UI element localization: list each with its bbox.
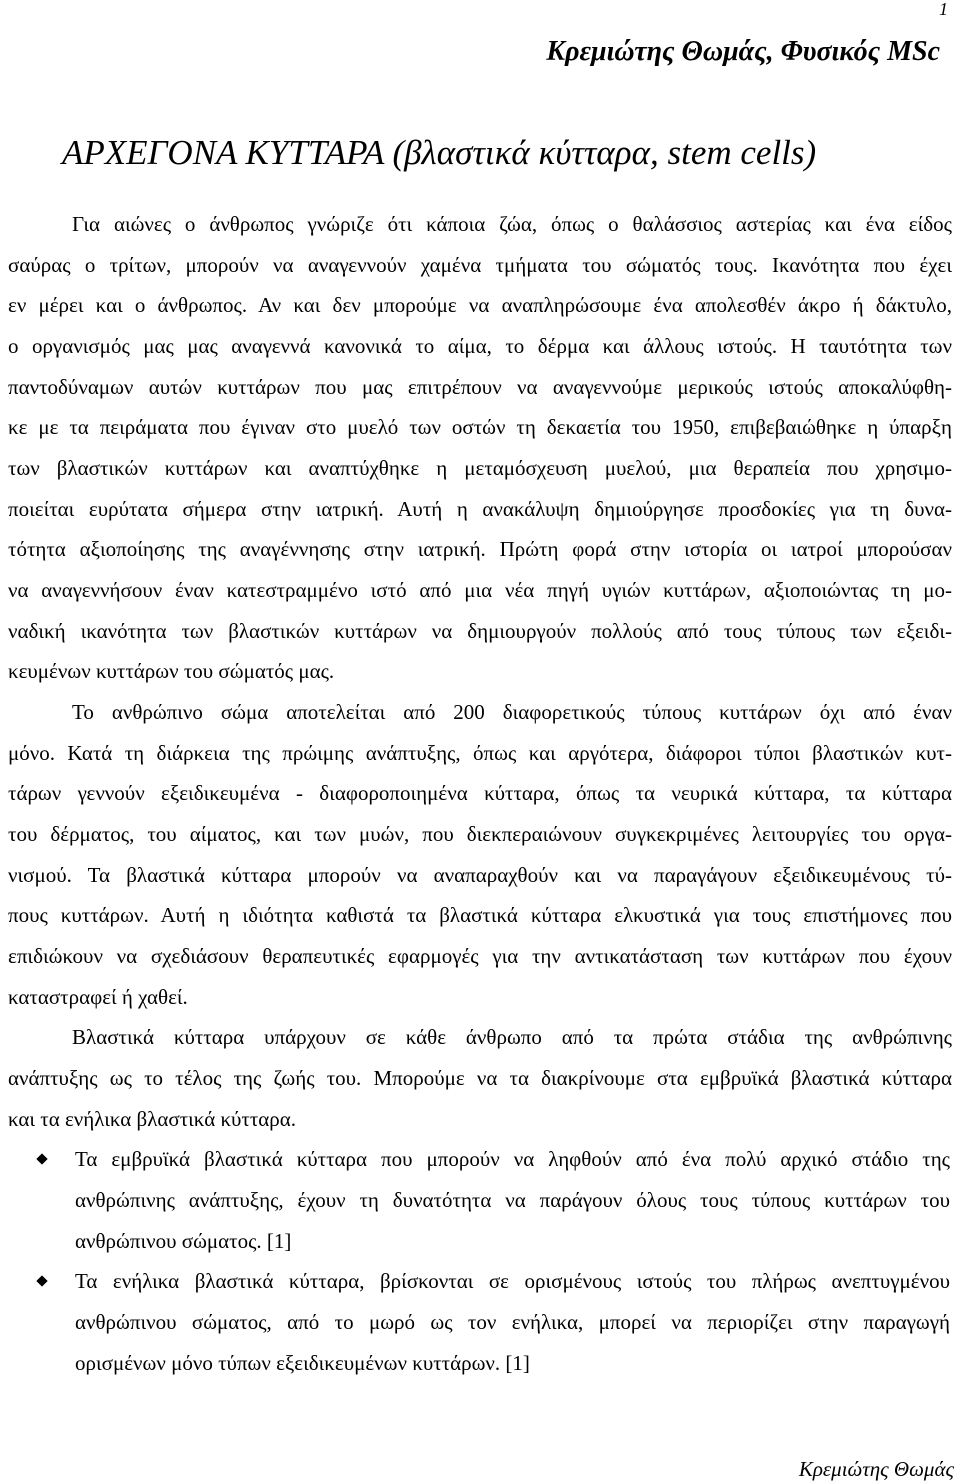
text-line: επιδιώκουν να σχεδιάσουν θεραπευτικές εφαρμογές για την αντικατάσταση των κυττάρων που έχουν (8, 944, 952, 969)
text-line: των βλαστικών κυττάρων και αναπτύχθηκε η μεταμόσχευση μυελού, μια θεραπεία που χρησιμο- (8, 456, 952, 481)
text-line: ορισμένων μόνο τύπων εξειδικευμένων κυττάρων. [1] (75, 1350, 530, 1375)
text-line: τάρων γεννούν εξειδικευμένα - διαφοροποιημένα κύτταρα, όπως τα νευρικά κύτταρα, τα κύτταρα (8, 781, 952, 806)
page-number: 1 (939, 0, 948, 19)
text-line: καταστραφεί ή χαθεί. (8, 984, 188, 1009)
text-line: σαύρας ο τρίτων, μπορούν να αναγεννούν χαμένα τμήματα του σώματός τους. Ικανότητα που έχει (8, 252, 952, 277)
diamond-bullet-icon (36, 1154, 47, 1165)
text-line: παντοδύναμων αυτών κυττάρων που μας επιτρέπουν να αναγεννούμε μερικούς ιστούς αποκαλύφθη- (8, 374, 952, 399)
text-line: ανθρώπινης ανάπτυξης, έχουν τη δυνατότητα να παράγουν όλους τους τύπους κυττάρων του (75, 1188, 950, 1213)
paragraph-1 (8, 204, 952, 692)
text-line: κε με τα πειράματα που έγιναν στο μυελό των οστών τη δεκαετία του 1950, επιβεβαιώθηκε η ύπαρξη (8, 415, 952, 440)
text-line: ανθρώπινου σώματος. [1] (75, 1228, 292, 1253)
text-line: ανθρώπινου σώματος, από το μωρό ως τον ενήλικα, μπορεί να περιορίζει στην παραγωγή (75, 1310, 950, 1335)
text-line: Για αιώνες ο άνθρωπος γνώριζε ότι κάποια ζώα, όπως ο θαλάσσιος αστερίας και ένα είδος (72, 212, 952, 236)
header-author: Κρεμιώτης Θωμάς, Φυσικός MSc (546, 36, 940, 67)
bullet-item-embryonic (8, 1139, 950, 1261)
text-line: να αναγεννήσουν έναν κατεστραμμένο ιστό από μια νέα πηγή υγιών κυττάρων, αξιοποιώντας τη μο- (8, 578, 952, 603)
text-line: του δέρματος, του αίματος, και των μυών, που διεκπεραιώνουν συγκεκριμένες λειτουργίες του οργα- (8, 822, 952, 847)
text-line: Τα εμβρυϊκά βλαστικά κύτταρα που μπορούν να ληφθούν από ένα πολύ αρχικό στάδιο της (75, 1147, 950, 1172)
text-line: εν μέρει και ο άνθρωπος. Αν και δεν μπορούμε να αναπληρώσουμε ένα απολεσθέν άκρο ή δάκτυλο, (8, 293, 952, 318)
text-line: ποιείται ευρύτατα σήμερα στην ιατρική. Αυτή η ανακάλυψη δημιούργησε προσδοκίες για τη δυνα- (8, 496, 952, 521)
body-text (8, 204, 952, 1383)
text-line: Το ανθρώπινο σώμα αποτελείται από 200 διαφορετικούς τύπους κυττάρων όχι από έναν (72, 700, 952, 725)
text-line: τότητα αξιοποίησης της αναγέννησης στην ιατρική. Πρώτη φορά στην ιστορία οι ιατροί μπορούσαν (8, 537, 952, 562)
text-line: κευμένων κυττάρων του σώματός μας. (8, 659, 335, 684)
text-line: Τα ενήλικα βλαστικά κύτταρα, βρίσκονται σε ορισμένους ιστούς του πλήρως ανεπτυγμένου (75, 1269, 950, 1294)
paragraph-2 (8, 692, 952, 1017)
text-line: νισμού. Τα βλαστικά κύτταρα μπορούν να αναπαραχθούν και να παραγάγουν εξειδικευμένους τύ- (8, 862, 952, 887)
text-line: ο οργανισμός μας μας αναγεννά κανονικά το αίμα, το δέρμα και άλλους ιστούς. Η ταυτότητα των (8, 334, 952, 359)
document-title: ΑΡΧΕΓΟΝΑ ΚΥΤΤΑΡΑ (βλαστικά κύτταρα, stem cells) (62, 133, 817, 172)
text-line: και τα ενήλικα βλαστικά κύτταρα. (8, 1106, 297, 1131)
bullet-item-adult (8, 1261, 950, 1383)
footer-author: Κρεμιώτης Θωμάς (798, 1457, 954, 1481)
diamond-bullet-icon (36, 1276, 47, 1287)
text-line: πους κυττάρων. Αυτή η ιδιότητα καθιστά τα βλαστικά κύτταρα ελκυστικά για τους επιστήμονες που (8, 903, 952, 928)
paragraph-3 (8, 1017, 952, 1139)
text-line: μόνο. Κατά τη διάρκεια της πρώιμης ανάπτυξης, όπως και αργότερα, διάφοροι τύποι βλαστικών κυτ- (8, 740, 952, 765)
text-line: Βλαστικά κύτταρα υπάρχουν σε κάθε άνθρωπο από τα πρώτα στάδια της ανθρώπινης (72, 1025, 952, 1050)
text-line: ναδική ικανότητα των βλαστικών κυττάρων να δημιουργούν πολλούς από τους τύπους των εξειδι- (8, 618, 952, 643)
text-line: ανάπτυξης ως το τέλος της ζωής του. Μπορούμε να τα διακρίνουμε στα εμβρυϊκά βλαστικά κύτταρα (8, 1066, 952, 1091)
